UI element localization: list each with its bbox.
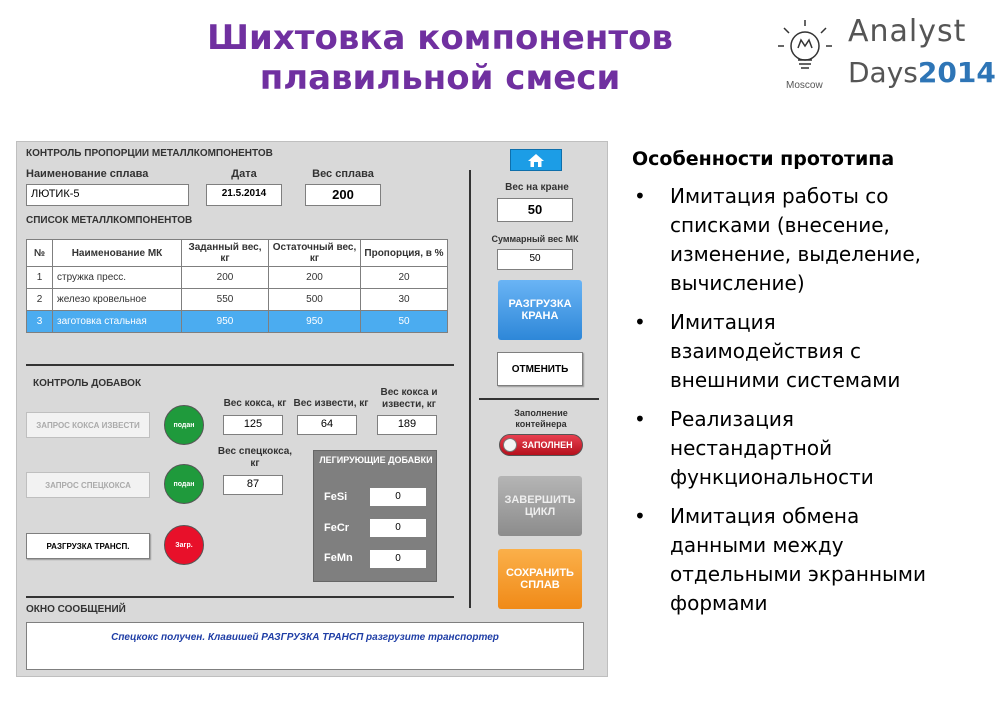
table-cell: 1 [27, 267, 53, 289]
lightbulb-icon [774, 16, 836, 78]
list-item: • Имитация работы со списками (внесение, изменение, выделение, вычисление) [632, 182, 950, 298]
status-indicator-coke-lime: подан [164, 405, 204, 445]
section-divider [26, 364, 454, 366]
alloying-title: ЛЕГИРУЮЩИЕ ДОБАВКИ [319, 455, 433, 465]
cancel-button[interactable]: ОТМЕНИТЬ [497, 352, 583, 386]
special-coke-weight-label: Вес спецкокса, кг [217, 446, 293, 469]
container-state: ЗАПОЛНЕН [522, 440, 573, 450]
date-input[interactable]: 21.5.2014 [206, 184, 282, 206]
alloy-name-input[interactable]: ЛЮТИК-5 [26, 184, 189, 206]
table-row[interactable] [27, 289, 448, 311]
femn-input[interactable]: 0 [369, 549, 427, 569]
analyst-days-logo [770, 12, 996, 102]
table-row-selected[interactable] [27, 311, 448, 333]
additives-section-label: КОНТРОЛЬ ДОБАВОК [33, 378, 142, 389]
container-fill-label: Заполнение контейнера [514, 408, 568, 429]
table-cell: 500 [269, 289, 361, 311]
crane-weight-label: Вес на кране [505, 182, 569, 193]
alloying-additives-box [313, 450, 437, 582]
list-item: • Имитация взаимодействия с внешними системами [632, 308, 950, 395]
coke-lime-request-button[interactable]: ЗАПРОС КОКСА ИЗВЕСТИ [26, 412, 150, 438]
column-header: № [27, 240, 53, 267]
toggle-knob [503, 438, 517, 452]
table-cell: стружка пресс. [53, 267, 182, 289]
metal-section-label: КОНТРОЛЬ ПРОПОРЦИИ МЕТАЛЛКОМПОНЕНТОВ [26, 148, 273, 159]
status-indicator-special-coke: подан [164, 464, 204, 504]
alloy-weight-label: Вес сплава [312, 168, 374, 180]
message-box: Спецкокс получен. Клавишей РАЗГРУЗКА ТРАНСП разгрузите транспортер [26, 622, 584, 670]
coke-weight-label: Вес кокса, кг [223, 398, 287, 409]
special-coke-weight-input[interactable]: 87 [223, 475, 283, 495]
finish-cycle-button[interactable]: ЗАВЕРШИТЬ ЦИКЛ [498, 476, 582, 536]
column-header: Остаточный вес, кг [269, 240, 361, 267]
table-cell: 550 [182, 289, 269, 311]
table-cell: 2 [27, 289, 53, 311]
fecr-input[interactable]: 0 [369, 518, 427, 538]
crane-weight-input[interactable]: 50 [497, 198, 573, 222]
table-header-row [27, 240, 448, 267]
list-label: СПИСОК МЕТАЛЛКОМПОНЕНТОВ [26, 215, 193, 226]
table-cell: железо кровельное [53, 289, 182, 311]
logo-year: 2014 [917, 56, 996, 89]
table-cell: 30 [361, 289, 448, 311]
save-alloy-button[interactable]: СОХРАНИТЬ СПЛАВ [498, 549, 582, 609]
prototype-features [632, 148, 950, 628]
container-fill-toggle[interactable] [499, 434, 583, 456]
logo-days-text: Days [848, 56, 918, 89]
features-heading: Особенности прототипа [632, 148, 895, 170]
alloy-weight-input[interactable]: 200 [305, 184, 381, 206]
app-panel [16, 141, 608, 677]
list-item: • Реализация нестандартной функциональности [632, 405, 950, 492]
lime-weight-label: Вес извести, кг [293, 398, 369, 409]
fesi-input[interactable]: 0 [369, 487, 427, 507]
column-header: Пропорция, в % [361, 240, 448, 267]
lime-weight-input[interactable]: 64 [297, 415, 357, 435]
unload-transport-button[interactable]: РАЗГРУЗКА ТРАНСП. [26, 533, 150, 559]
logo-moscow: Moscow [786, 80, 823, 91]
table-cell: 20 [361, 267, 448, 289]
slide-title-line-2: плавильной смеси [259, 58, 621, 98]
home-icon [527, 153, 545, 168]
features-list [632, 182, 950, 618]
table-row[interactable] [27, 267, 448, 289]
status-indicator-transport: Загр. [164, 525, 204, 565]
table-cell: 200 [182, 267, 269, 289]
table-cell: 3 [27, 311, 53, 333]
date-label: Дата [231, 168, 257, 180]
table-cell: 950 [269, 311, 361, 333]
coke-lime-weight-label: Вес кокса и извести, кг [380, 387, 438, 410]
column-header: Наименование МК [53, 240, 182, 267]
femn-label: FeMn [324, 552, 353, 564]
list-item: • Имитация обмена данными между отдельными экранными формами [632, 502, 950, 618]
table-cell: 950 [182, 311, 269, 333]
logo-analyst: Analyst [848, 14, 967, 49]
sum-weight-input[interactable]: 50 [497, 249, 573, 270]
column-header: Заданный вес, кг [182, 240, 269, 267]
logo-days [848, 56, 996, 89]
alloy-name-label: Наименование сплава [26, 168, 149, 180]
messages-divider [26, 596, 454, 598]
sum-weight-label: Суммарный вес МК [491, 234, 579, 244]
coke-weight-input[interactable]: 125 [223, 415, 283, 435]
table-cell: 50 [361, 311, 448, 333]
unload-crane-button[interactable]: РАЗГРУЗКА КРАНА [498, 280, 582, 340]
coke-lime-weight-input[interactable]: 189 [377, 415, 437, 435]
home-button[interactable] [510, 149, 562, 171]
fesi-label: FeSi [324, 491, 348, 503]
slide-title-line-1: Шихтовка компонентов [207, 18, 673, 58]
right-divider [479, 398, 599, 400]
table-cell: 200 [269, 267, 361, 289]
slide-title [160, 18, 720, 98]
vertical-divider [469, 170, 471, 608]
messages-label: ОКНО СООБЩЕНИЙ [26, 604, 126, 615]
special-coke-request-button[interactable]: ЗАПРОС СПЕЦКОКСА [26, 472, 150, 498]
metal-components-table [26, 239, 448, 333]
fecr-label: FeCr [324, 522, 350, 534]
table-cell: заготовка стальная [53, 311, 182, 333]
